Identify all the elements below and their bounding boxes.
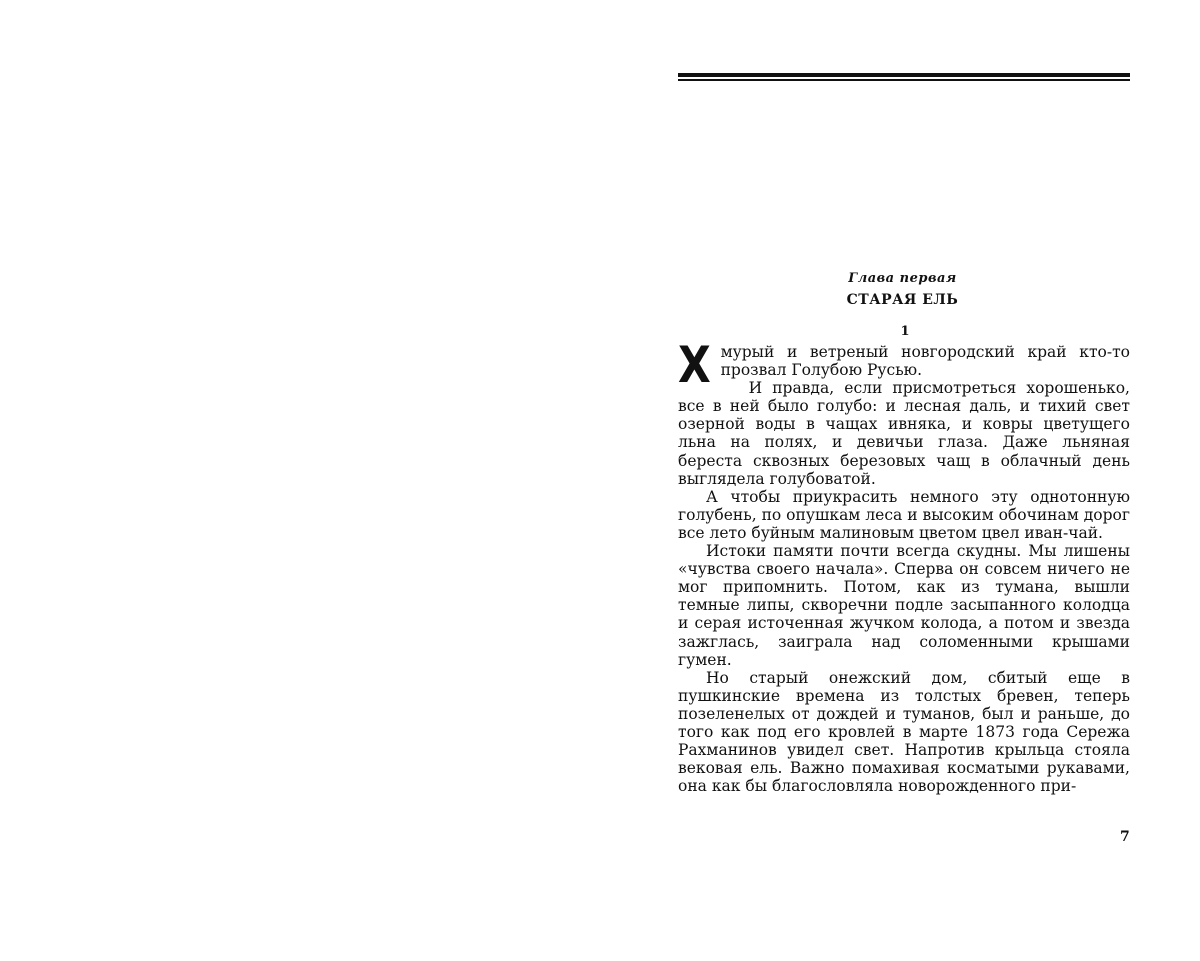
section-number: 1 bbox=[900, 324, 910, 339]
drop-cap: Х bbox=[678, 336, 711, 394]
paragraph-3: А чтобы приукрасить немного эту однотонную голубень, по опушкам леса и высоким обочинам дорог все лето буйным малиновым цветом цвел иван-чай. bbox=[678, 487, 1130, 542]
page-number: 7 bbox=[1120, 829, 1130, 845]
paragraph-2: И правда, если присмотреться хорошенько, все в ней было голубо: и лесная даль, и тихий свет озерной воды в чащах ивняка, и ковры цветущего льна на полях, и девичьи глаза. Даже льняная береста сквозных березовых чащ в облачный день выглядела голубоватой. bbox=[678, 379, 1130, 488]
header-rule-thick bbox=[678, 73, 1130, 77]
right-page bbox=[600, 0, 1200, 961]
header-rule-thin bbox=[678, 79, 1130, 81]
paragraph-4: Истоки памяти почти всегда скудны. Мы лишены «чувства своего начала». Сперва он совсем ничего не мог припомнить. Потом, как из тумана, вышли темные липы, скворечни подле засыпанного колодца и серая источенная жучком колода, а потом и звезда зажглась, заиграла над соломенными крышами гумен. bbox=[678, 542, 1130, 669]
chapter-kicker: Глава первая bbox=[848, 271, 957, 286]
body-text bbox=[678, 336, 1130, 796]
paragraph-1-text: мурый и ветреный новгородский край кто-то прозвал Голубою Русью. bbox=[720, 343, 1130, 380]
paragraph-5: Но старый онежский дом, сбитый еще в пушкинские времена из толстых бревен, теперь позеленелых от дождей и туманов, был и раньше, до того как под его кровлей в марте 1873 года Сережа Рахманинов увидел свет. Напротив крыльца стояла вековая ель. Важно помахивая косматыми рукавами, она как бы благословляла новорожденного при- bbox=[678, 668, 1130, 796]
paragraph-1 bbox=[678, 336, 1130, 394]
header-rule bbox=[678, 73, 1130, 83]
chapter-title: СТАРАЯ ЕЛЬ bbox=[846, 292, 959, 308]
